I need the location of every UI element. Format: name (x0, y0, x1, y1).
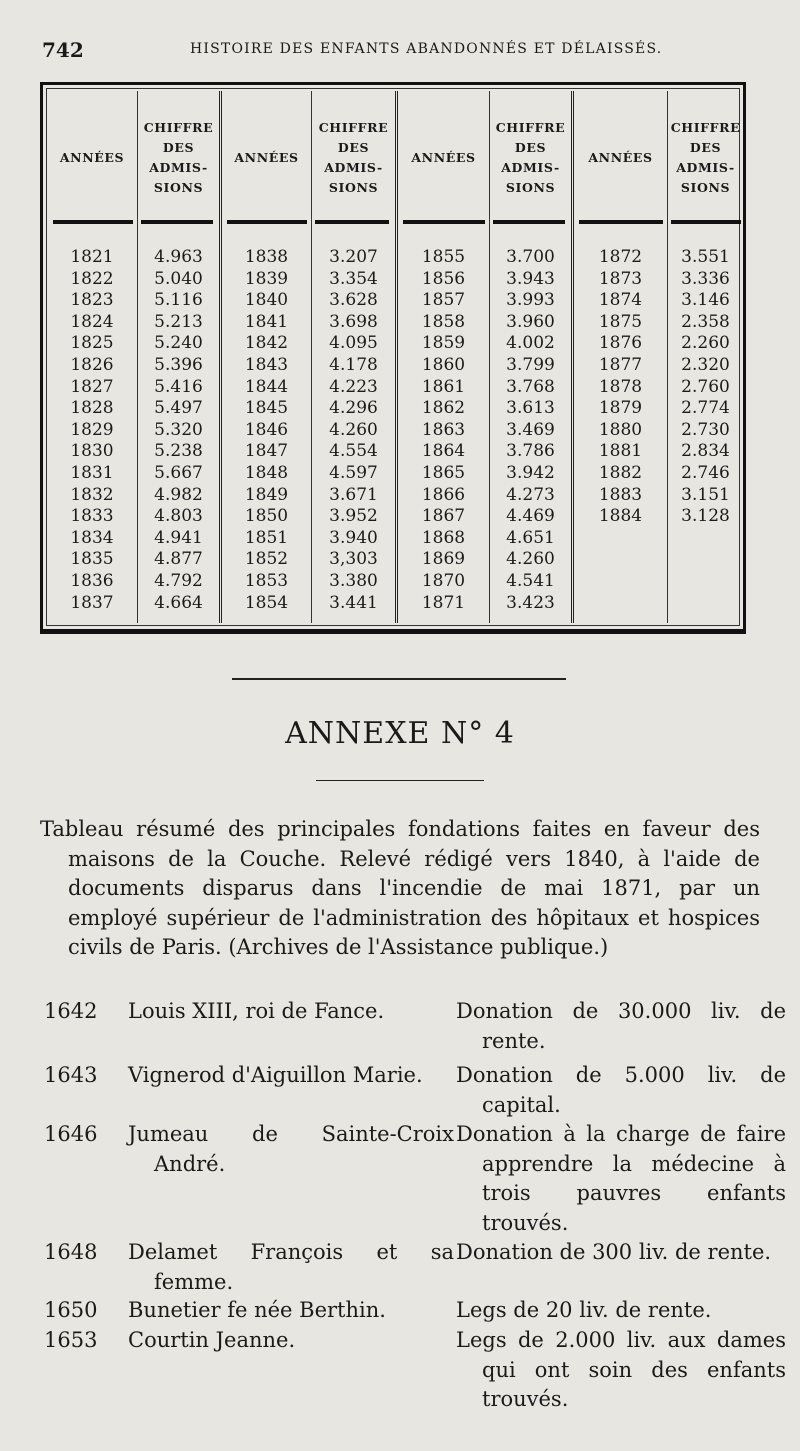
admissions-cell: 4.651 (506, 527, 555, 548)
admissions-cell: 5.320 (154, 419, 203, 440)
admissions-column (668, 247, 743, 528)
admissions-cell: 4.260 (506, 549, 555, 570)
year-cell: 1860 (421, 354, 466, 375)
year-cell: 1883 (598, 484, 643, 505)
intro-text: Tableau résumé des principales fondations faites en faveur des maisons de la Couche. Relevé rédigé vers 1840, à l'aide de documents disparus dans l'incendie de mai 1871, par un employé supérieur de l'administration des hôpitaux et hospices civils de Paris. (Archives de l'Assistance publique.) (40, 817, 760, 959)
admissions-cell: 3.671 (329, 484, 378, 505)
admissions-cell: 5.040 (154, 268, 203, 289)
year-cell: 1869 (421, 549, 466, 570)
entry-name: Delamet François et sa femme. (128, 1240, 454, 1294)
running-head (40, 38, 760, 62)
entry-name: Jumeau de Sainte-Croix André. (128, 1122, 454, 1176)
year-cell: 1833 (70, 506, 114, 527)
year-cell: 1878 (598, 376, 643, 397)
year-cell: 1873 (598, 268, 643, 289)
admissions-cell: 4.877 (154, 549, 203, 570)
admissions-cell: 3,303 (329, 549, 378, 570)
years-column (222, 247, 311, 614)
year-cell: 1884 (598, 506, 643, 527)
admissions-cell: 3.613 (506, 398, 555, 419)
admissions-cell: 3.940 (329, 527, 378, 548)
entry-name: Louis XIII, roi de Fance. (128, 999, 385, 1023)
entry-year: 1653 (44, 1328, 98, 1352)
year-cell: 1847 (244, 441, 289, 462)
admissions-cell: 3.336 (681, 268, 730, 289)
entry-year: 1642 (44, 999, 98, 1023)
year-cell: 1843 (244, 354, 289, 375)
year-cell: 1828 (70, 398, 114, 419)
page-number: 742 (42, 38, 84, 62)
year-cell: 1855 (421, 247, 466, 267)
year-cell: 1851 (244, 527, 289, 548)
year-cell: 1824 (70, 311, 114, 332)
header-rule (579, 220, 663, 224)
year-cell: 1823 (70, 290, 114, 311)
year-cell: 1881 (598, 441, 643, 462)
admissions-cell: 4.178 (329, 354, 378, 375)
year-cell: 1852 (244, 549, 289, 570)
years-header: ANNÉES (588, 150, 653, 165)
admissions-cell: 5.240 (154, 333, 203, 354)
year-cell: 1827 (70, 376, 114, 397)
admissions-cell: 2.358 (681, 311, 730, 332)
years-header: ANNÉES (59, 150, 125, 165)
years-column (398, 247, 489, 614)
admissions-cell: 4.260 (329, 419, 378, 440)
admissions-cell: 2.730 (681, 419, 730, 440)
admissions-cell: 3.469 (506, 419, 555, 440)
entry-description: Legs de 2.000 liv. aux dames qui ont soin des enfants trouvés. (456, 1328, 786, 1411)
year-cell: 1871 (421, 592, 466, 613)
year-cell: 1859 (421, 333, 466, 354)
header-rule (403, 220, 485, 224)
admissions-cell: 2.746 (681, 462, 730, 483)
year-cell: 1865 (421, 462, 466, 483)
annex-intro (40, 815, 760, 963)
year-cell: 1850 (244, 506, 289, 527)
year-cell: 1870 (421, 570, 466, 591)
years-column (47, 247, 137, 614)
admissions-cell: 5.497 (154, 398, 203, 419)
admissions-cell: 3.380 (329, 570, 378, 591)
year-cell: 1868 (421, 527, 466, 548)
year-cell: 1875 (598, 311, 643, 332)
admissions-cell: 3.354 (329, 268, 378, 289)
admissions-cell: 3.799 (506, 354, 555, 375)
year-cell: 1835 (70, 549, 114, 570)
entry-name: Bunetier fe née Berthin. (128, 1298, 386, 1322)
header-rule (315, 220, 389, 224)
admissions-cell: 4.554 (329, 441, 378, 462)
admissions-cell: 2.260 (681, 333, 730, 354)
years-header: ANNÉES (234, 150, 299, 165)
entry-name: Courtin Jeanne. (128, 1328, 296, 1352)
entry-year: 1643 (44, 1063, 98, 1087)
admissions-cell: 4.541 (506, 570, 555, 591)
admissions-header: CHIFFRE DES ADMIS- SIONS (143, 120, 214, 195)
header-rule (227, 220, 307, 224)
year-cell: 1854 (244, 592, 289, 613)
title-underline (316, 780, 484, 781)
entry-description: Donation de 30.000 liv. de rente. (456, 999, 786, 1053)
admissions-cell: 5.396 (154, 354, 203, 375)
entry-year: 1648 (44, 1240, 98, 1264)
year-cell: 1862 (421, 398, 466, 419)
years-header: ANNÉES (411, 150, 476, 165)
admissions-cell: 3.993 (506, 290, 555, 311)
admissions-cell: 5.667 (154, 462, 203, 483)
year-cell: 1872 (598, 247, 643, 267)
year-cell: 1838 (244, 247, 289, 267)
year-cell: 1857 (421, 290, 466, 311)
admissions-table (40, 82, 746, 634)
admissions-cell: 4.469 (506, 506, 555, 527)
entry-description: Legs de 20 liv. de rente. (456, 1298, 712, 1322)
year-cell: 1844 (244, 376, 289, 397)
year-cell: 1867 (421, 506, 466, 527)
admissions-cell: 5.116 (154, 290, 203, 311)
year-cell: 1849 (244, 484, 289, 505)
admissions-cell: 4.095 (329, 333, 378, 354)
admissions-cell: 3.146 (681, 290, 730, 311)
admissions-column (312, 247, 395, 614)
year-cell: 1877 (598, 354, 643, 375)
admissions-cell: 4.941 (154, 527, 203, 548)
admissions-column (138, 247, 219, 614)
admissions-cell: 3.441 (329, 592, 378, 613)
year-cell: 1832 (70, 484, 114, 505)
year-cell: 1830 (70, 441, 114, 462)
year-cell: 1829 (70, 419, 114, 440)
year-cell: 1822 (70, 268, 114, 289)
year-cell: 1846 (244, 419, 289, 440)
year-cell: 1879 (598, 398, 643, 419)
admissions-column (490, 247, 571, 614)
admissions-cell: 5.213 (154, 311, 203, 332)
admissions-cell: 3.786 (506, 441, 555, 462)
header-rule (671, 220, 741, 224)
entry-description: Donation de 300 liv. de rente. (456, 1240, 772, 1264)
admissions-cell: 3.151 (681, 484, 730, 505)
admissions-cell: 2.760 (681, 376, 730, 397)
year-cell: 1845 (244, 398, 289, 419)
entry-name: Vignerod d'Aiguillon Marie. (128, 1063, 423, 1087)
admissions-cell: 3.700 (506, 247, 555, 267)
year-cell: 1880 (598, 419, 643, 440)
entry-description: Donation de 5.000 liv. de capital. (456, 1063, 786, 1117)
section-divider (232, 678, 566, 680)
year-cell: 1853 (244, 570, 289, 591)
admissions-cell: 3.952 (329, 506, 378, 527)
admissions-cell: 3.128 (681, 506, 730, 527)
admissions-cell: 4.792 (154, 570, 203, 591)
admissions-cell: 3.960 (506, 311, 555, 332)
year-cell: 1836 (70, 570, 114, 591)
year-cell: 1825 (70, 333, 114, 354)
year-cell: 1864 (421, 441, 466, 462)
admissions-cell: 3.943 (506, 268, 555, 289)
admissions-cell: 4.273 (506, 484, 555, 505)
header-rule (53, 220, 133, 224)
year-cell: 1876 (598, 333, 643, 354)
admissions-cell: 2.774 (681, 398, 730, 419)
year-cell: 1821 (70, 247, 114, 267)
entry-year: 1650 (44, 1298, 98, 1322)
year-cell: 1858 (421, 311, 466, 332)
header-rule (493, 220, 565, 224)
year-cell: 1842 (244, 333, 289, 354)
admissions-header: CHIFFRE DES ADMIS- SIONS (318, 120, 389, 195)
admissions-cell: 4.296 (329, 398, 378, 419)
admissions-cell: 3.942 (506, 462, 555, 483)
admissions-cell: 4.963 (154, 247, 203, 267)
running-title: HISTOIRE DES ENFANTS ABANDONNÉS ET DÉLAISSÉS. (190, 41, 663, 57)
header-rule (141, 220, 213, 224)
admissions-cell: 3.551 (681, 247, 730, 267)
year-cell: 1861 (421, 376, 466, 397)
year-cell: 1834 (70, 527, 114, 548)
admissions-header: CHIFFRE DES ADMIS- SIONS (495, 120, 566, 195)
year-cell: 1840 (244, 290, 289, 311)
entry-description: Donation à la charge de faire apprendre la médecine à trois pauvres enfants trouvés. (456, 1122, 786, 1235)
admissions-header: CHIFFRE DES ADMIS- SIONS (670, 120, 741, 195)
admissions-cell: 4.982 (154, 484, 203, 505)
year-cell: 1841 (244, 311, 289, 332)
year-cell: 1848 (244, 462, 289, 483)
year-cell: 1837 (70, 592, 114, 613)
admissions-cell: 3.207 (329, 247, 378, 267)
admissions-cell: 4.803 (154, 506, 203, 527)
admissions-cell: 4.597 (329, 462, 378, 483)
admissions-cell: 2.320 (681, 354, 730, 375)
admissions-cell: 4.223 (329, 376, 378, 397)
annex-title: ANNEXE N° 4 (285, 716, 515, 751)
year-cell: 1831 (70, 462, 114, 483)
years-column (574, 247, 667, 528)
year-cell: 1856 (421, 268, 466, 289)
admissions-cell: 3.768 (506, 376, 555, 397)
year-cell: 1863 (421, 419, 466, 440)
admissions-cell: 3.628 (329, 290, 378, 311)
year-cell: 1866 (421, 484, 466, 505)
year-cell: 1874 (598, 290, 643, 311)
entry-year: 1646 (44, 1122, 98, 1146)
admissions-cell: 3.698 (329, 311, 378, 332)
year-cell: 1839 (244, 268, 289, 289)
admissions-cell: 5.416 (154, 376, 203, 397)
year-cell: 1826 (70, 354, 114, 375)
admissions-cell: 4.002 (506, 333, 555, 354)
admissions-cell: 2.834 (681, 441, 730, 462)
admissions-cell: 5.238 (154, 441, 203, 462)
admissions-cell: 4.664 (154, 592, 203, 613)
admissions-cell: 3.423 (506, 592, 555, 613)
year-cell: 1882 (598, 462, 643, 483)
